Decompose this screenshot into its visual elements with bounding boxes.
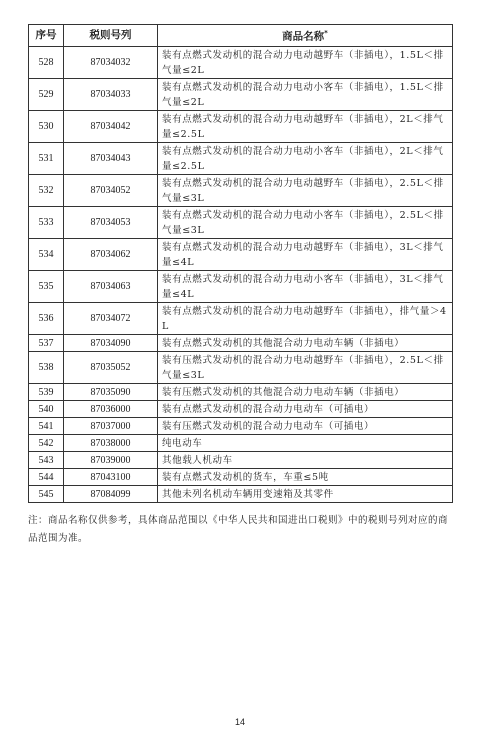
row-seq: 530 [29, 111, 64, 143]
row-name: 装有点燃式发动机的其他混合动力电动车辆（非插电） [158, 335, 453, 352]
row-code: 87043100 [64, 469, 158, 486]
footnote: 注：商品名称仅供参考，具体商品范围以《中华人民共和国进出口税则》中的税则号列对应的商品范围为准。 [28, 515, 449, 544]
header-name-text: 商品名称 [282, 30, 325, 43]
table-row [29, 401, 453, 418]
row-seq: 534 [29, 239, 64, 271]
row-code: 87034043 [64, 143, 158, 175]
row-code: 87036000 [64, 401, 158, 418]
table-row [29, 303, 453, 335]
header-seq: 序号 [29, 25, 64, 47]
row-seq: 537 [29, 335, 64, 352]
table-row [29, 418, 453, 435]
row-code: 87035052 [64, 352, 158, 384]
row-code: 87034063 [64, 271, 158, 303]
row-seq: 540 [29, 401, 64, 418]
row-code: 87034032 [64, 47, 158, 79]
row-name: 装有点燃式发动机的混合动力电动越野车（非插电），2L＜排气量≤2.5L [158, 111, 453, 143]
row-name: 纯电动车 [158, 435, 453, 452]
row-name: 装有点燃式发动机的混合动力电动小客车（非插电），3L＜排气量≤4L [158, 271, 453, 303]
row-code: 87034042 [64, 111, 158, 143]
row-seq: 543 [29, 452, 64, 469]
row-code: 87034052 [64, 175, 158, 207]
row-code: 87034090 [64, 335, 158, 352]
row-name: 装有点燃式发动机的混合动力电动小客车（非插电），2.5L＜排气量≤3L [158, 207, 453, 239]
table-row [29, 486, 453, 503]
row-name: 装有点燃式发动机的混合动力电动越野车（非插电），1.5L＜排气量≤2L [158, 47, 453, 79]
table-row [29, 175, 453, 207]
row-name: 装有压燃式发动机的混合动力电动越野车（非插电），2.5L＜排气量≤3L [158, 352, 453, 384]
table-row [29, 239, 453, 271]
header-code: 税则号列 [64, 25, 158, 47]
row-code: 87084099 [64, 486, 158, 503]
row-seq: 545 [29, 486, 64, 503]
row-name: 装有压燃式发动机的混合动力电动车（可插电） [158, 418, 453, 435]
table-row [29, 47, 453, 79]
row-seq: 532 [29, 175, 64, 207]
table-row [29, 271, 453, 303]
table-row [29, 111, 453, 143]
row-name: 装有点燃式发动机的混合动力电动车（可插电） [158, 401, 453, 418]
row-seq: 533 [29, 207, 64, 239]
table-row [29, 143, 453, 175]
row-code: 87034033 [64, 79, 158, 111]
row-seq: 528 [29, 47, 64, 79]
row-name: 装有压燃式发动机的其他混合动力电动车辆（非插电） [158, 384, 453, 401]
row-seq: 541 [29, 418, 64, 435]
table-row [29, 435, 453, 452]
row-name: 装有点燃式发动机的混合动力电动小客车（非插电），1.5L＜排气量≤2L [158, 79, 453, 111]
table-row [29, 384, 453, 401]
row-name: 装有点燃式发动机的混合动力电动越野车（非插电），3L＜排气量≤4L [158, 239, 453, 271]
row-seq: 544 [29, 469, 64, 486]
row-code: 87038000 [64, 435, 158, 452]
row-code: 87034072 [64, 303, 158, 335]
table-row [29, 335, 453, 352]
row-code: 87037000 [64, 418, 158, 435]
table-row [29, 469, 453, 486]
table-row [29, 79, 453, 111]
row-seq: 539 [29, 384, 64, 401]
goods-table [28, 24, 453, 503]
row-seq: 531 [29, 143, 64, 175]
row-seq: 535 [29, 271, 64, 303]
page-number: 14 [234, 717, 245, 727]
row-name: 装有点燃式发动机的混合动力电动越野车（非插电），排气量＞4L [158, 303, 453, 335]
row-code: 87039000 [64, 452, 158, 469]
header-name [158, 25, 453, 47]
table-row [29, 352, 453, 384]
table-row [29, 207, 453, 239]
table-body [29, 47, 453, 503]
row-seq: 536 [29, 303, 64, 335]
row-code: 87035090 [64, 384, 158, 401]
row-code: 87034053 [64, 207, 158, 239]
table-header-row [29, 25, 453, 47]
header-name-mark: * [324, 29, 328, 38]
row-seq: 529 [29, 79, 64, 111]
row-name: 其他载人机动车 [158, 452, 453, 469]
row-name: 其他未列名机动车辆用变速箱及其零件 [158, 486, 453, 503]
row-seq: 538 [29, 352, 64, 384]
row-code: 87034062 [64, 239, 158, 271]
row-name: 装有点燃式发动机的货车，车重≤5吨 [158, 469, 453, 486]
row-seq: 542 [29, 435, 64, 452]
row-name: 装有点燃式发动机的混合动力电动小客车（非插电），2L＜排气量≤2.5L [158, 143, 453, 175]
row-name: 装有点燃式发动机的混合动力电动越野车（非插电），2.5L＜排气量≤3L [158, 175, 453, 207]
table-row [29, 452, 453, 469]
